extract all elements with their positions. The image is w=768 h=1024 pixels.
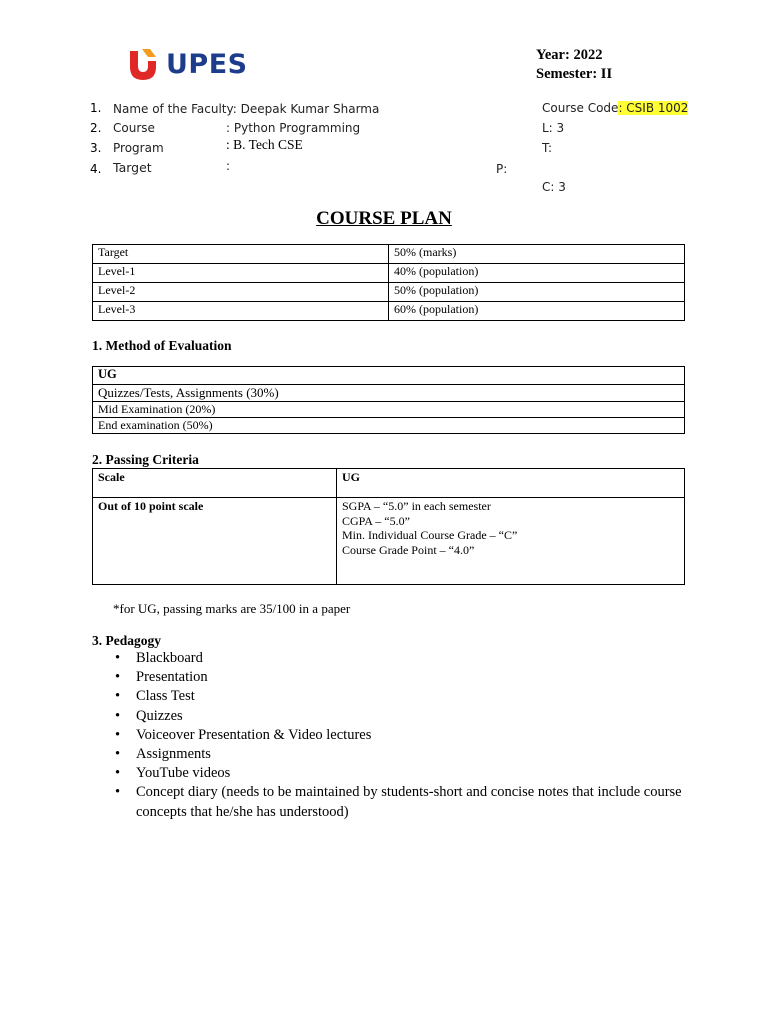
list-item <box>112 726 702 745</box>
table-cell: 40% (population) <box>389 264 685 283</box>
course-value: : Python Programming <box>226 121 361 135</box>
section-heading-pedagogy: 3. Pedagogy <box>92 633 161 648</box>
course-code <box>542 101 688 115</box>
bullet-icon: • <box>115 707 121 724</box>
course-label: Course <box>113 121 155 135</box>
section-heading-passing: 2. Passing Criteria <box>92 452 199 467</box>
passing-table <box>92 468 685 585</box>
table-header: UG <box>337 469 685 498</box>
info-row-number: 1. <box>90 101 102 115</box>
info-row-number: 4. <box>90 162 102 176</box>
list-item-text: Assignments <box>136 746 211 763</box>
table-cell: UG <box>93 367 685 385</box>
table-cell: 50% (marks) <box>389 245 685 264</box>
list-item-text: Quizzes <box>136 707 183 724</box>
l-value: L: 3 <box>542 121 565 135</box>
table-row <box>93 283 685 302</box>
list-item <box>112 649 702 668</box>
table-header: Scale <box>93 469 337 498</box>
table-row <box>93 245 685 264</box>
list-item <box>112 668 702 687</box>
target-table <box>92 244 685 321</box>
table-row <box>93 418 685 434</box>
faculty-name: Name of the Faculty: Deepak Kumar Sharma <box>113 102 380 116</box>
table-row <box>93 498 685 585</box>
table-cell: 50% (population) <box>389 283 685 302</box>
program-label: Program <box>113 141 164 155</box>
semester-label: Semester: II <box>536 66 613 82</box>
info-row-number: 3. <box>90 141 102 155</box>
table-row <box>93 402 685 418</box>
upes-logo <box>128 46 248 82</box>
scale-cell: Out of 10 point scale <box>93 498 337 585</box>
upes-logo-icon <box>128 47 158 81</box>
section-heading-evaluation: 1. Method of Evaluation <box>92 338 232 353</box>
list-item-text: Blackboard <box>136 650 203 666</box>
evaluation-table <box>92 366 685 434</box>
list-item-text: Voiceover Presentation & Video lectures <box>136 726 372 743</box>
program-value: : B. Tech CSE <box>226 137 303 152</box>
bullet-icon: • <box>115 650 121 666</box>
course-code-value: : CSIB 1002 <box>618 101 689 115</box>
bullet-icon: • <box>115 784 121 801</box>
criteria-item: CGPA – “5.0” <box>342 513 410 528</box>
table-cell: Target <box>93 245 389 264</box>
list-item <box>112 687 702 706</box>
list-item <box>112 707 702 726</box>
criteria-item: Course Grade Point – “4.0” <box>342 542 475 557</box>
list-item <box>112 745 702 764</box>
list-item-text: Presentation <box>136 669 208 686</box>
table-cell: 60% (population) <box>389 302 685 321</box>
t-value: T: <box>542 141 553 155</box>
c-value: C: 3 <box>542 180 566 194</box>
list-item-text: YouTube videos <box>136 765 231 782</box>
table-row <box>93 469 685 498</box>
p-label: P: <box>496 162 508 176</box>
table-cell: Level-2 <box>93 283 389 302</box>
criteria-cell <box>337 498 685 585</box>
criteria-item: Min. Individual Course Grade – “C” <box>342 528 518 542</box>
list-item-text: Class Test <box>136 688 195 705</box>
list-item <box>112 783 702 821</box>
criteria-item: SGPA – “5.0” in each semester <box>342 499 491 513</box>
bullet-icon: • <box>115 746 121 763</box>
logo-text: UPES <box>166 48 248 80</box>
bullet-icon: • <box>115 765 121 782</box>
table-cell: End examination (50%) <box>93 418 685 434</box>
table-row <box>93 264 685 283</box>
table-cell: Level-3 <box>93 302 389 321</box>
table-cell: Level-1 <box>93 264 389 283</box>
bullet-icon: • <box>115 669 121 686</box>
info-row-number: 2. <box>90 121 102 135</box>
page-title: COURSE PLAN <box>316 208 452 229</box>
year-label: Year: 2022 <box>536 47 603 63</box>
list-item-text: Concept diary (needs to be maintained by students-short and concise notes that include course concepts that he/she has understood) <box>136 784 682 820</box>
bullet-icon: • <box>115 726 121 743</box>
bullet-icon: • <box>115 688 121 705</box>
table-row <box>93 302 685 321</box>
table-row <box>93 367 685 385</box>
table-cell: Mid Examination (20%) <box>93 402 685 418</box>
table-cell: Quizzes/Tests, Assignments (30%) <box>93 385 685 402</box>
course-code-label: Course Code <box>542 101 619 115</box>
list-item <box>112 764 702 783</box>
passing-note: *for UG, passing marks are 35/100 in a paper <box>113 601 351 616</box>
table-row <box>93 385 685 402</box>
target-label: Target <box>113 160 152 175</box>
target-value: : <box>226 159 231 173</box>
pedagogy-list <box>112 649 702 822</box>
